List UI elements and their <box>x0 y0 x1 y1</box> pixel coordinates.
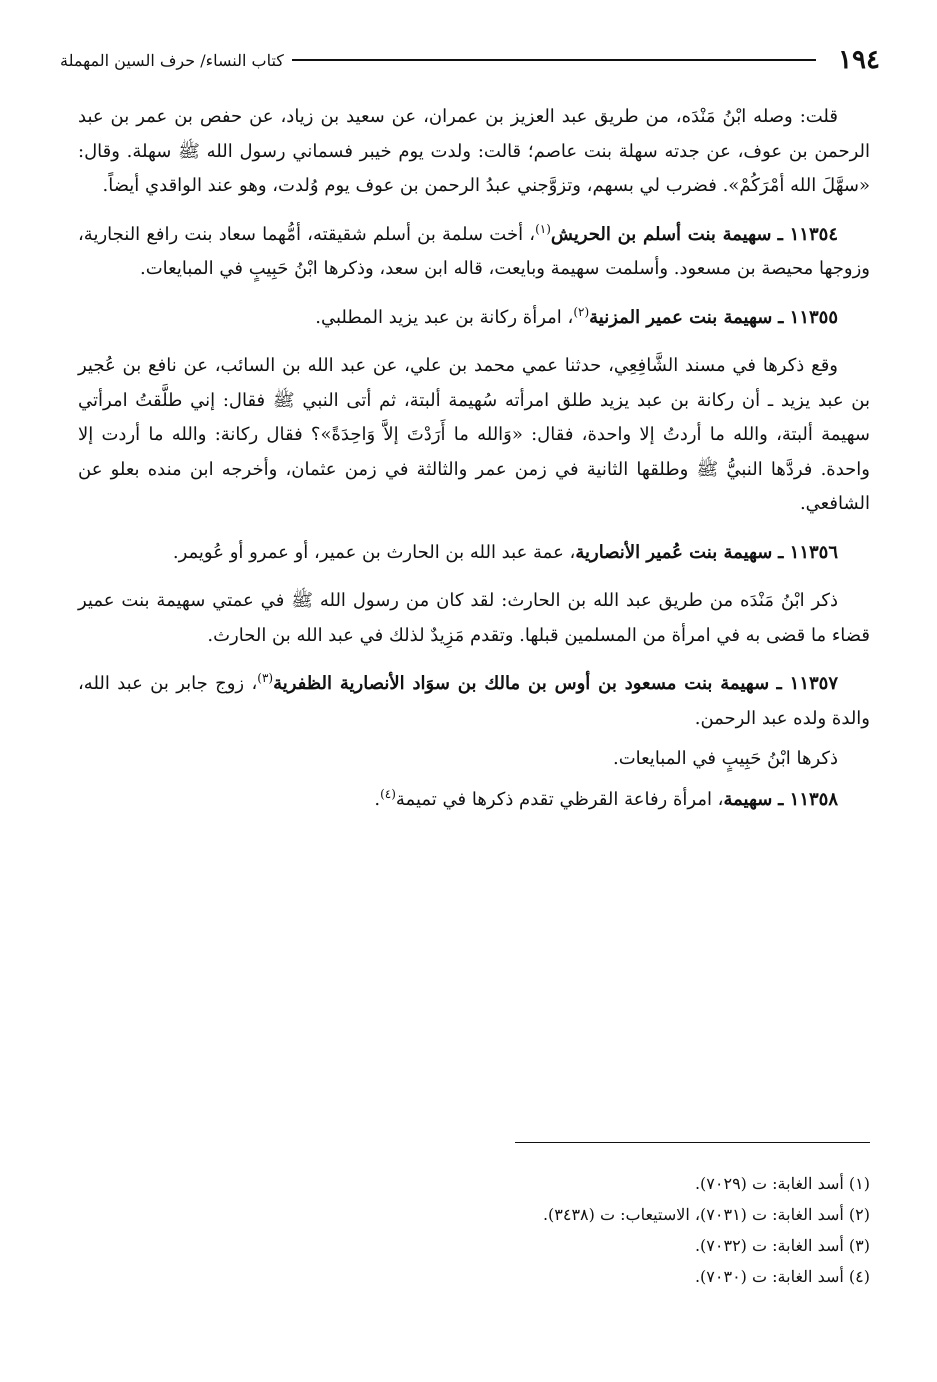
entry-number: ١١٣٥٥ ـ <box>778 306 838 328</box>
paragraph <box>78 742 870 777</box>
entry-paragraph <box>78 301 870 336</box>
entry-name: سهيمة بنت عُمير الأنصارية <box>575 541 773 563</box>
entry-paragraph <box>78 667 870 736</box>
header-rule <box>292 59 816 61</box>
entry-text: ، عمة عبد الله بن الحارث بن عمير، أو عمرو أو عُويمر. <box>172 541 576 563</box>
main-text <box>78 100 870 831</box>
footnote-reference: (١) <box>535 221 551 236</box>
entry-number: ١١٣٥٤ ـ <box>777 223 838 245</box>
entry-name: سهيمة بنت مسعود بن أوس بن مالك بن سوَاد الأنصارية الظفرية <box>273 673 770 694</box>
paragraph <box>78 100 870 204</box>
footnotes <box>78 1168 870 1292</box>
paragraph-text: قلت: وصله ابْنُ مَنْدَه، من طريق عبد العزيز بن عمران، عن سعيد بن زياد، عن حفص بن عمر بن عبد الرحمن بن عوف، عن جدته سهلة بنت عاصم؛ قالت: ولدت يوم خيبر فسماني رسول الله ﷺ سهلة. وقال: «سهَّلَ الله أمْرَكُمْ». فضرب لي بسهم، وتزوَّجني عبدُ الرحمن بن عوف يوم وُلدت، وهو عند الواقدي أيضاً. <box>78 106 870 196</box>
running-title: كتاب النساء/ حرف السين المهملة <box>60 50 284 70</box>
paragraph <box>78 584 870 653</box>
footnote-reference: (٣) <box>257 671 274 685</box>
footnote: (٤) أسد الغابة: ت (٧٠٣٠). <box>694 1267 870 1286</box>
paragraph-text: وقع ذكرها في مسند الشَّافِعِي، حدثنا عمي محمد بن علي، عن عبد الله بن السائب، عن نافع بن عُجير بن عبد يزيد ـ أن ركانة بن عبد يزيد طلق امرأته سُهيمة ألبتة، ثم أتى النبي ﷺ فقال: إني طلَّقتُ امرأتي سهيمة ألبتة، والله ما أردتُ إلا واحدة، فقال: «وَالله ما أَرَدْتَ إلاَّ وَاحِدَةً»؟ فقال ركانة: والله ما أردت إلا واحدة. فردَّها النبيُّ ﷺ وطلقها الثانية في زمن عمر والثالثة في زمن عثمان، وأخرجه ابن منده بعلو عن الشافعي. <box>78 355 870 514</box>
entry-tail: . <box>374 788 381 810</box>
entry-paragraph <box>78 783 870 818</box>
paragraph <box>78 349 870 522</box>
footnote-reference: (٢) <box>573 304 590 319</box>
paragraph-text: ذكرها ابْنُ حَبِيبٍ في المبايعات. <box>612 748 838 769</box>
entry-number: ١١٣٥٨ ـ <box>778 788 838 810</box>
entry-name: سهيمة بنت أسلم بن الحريش <box>550 223 772 245</box>
entry-paragraph <box>78 536 870 571</box>
paragraph-text: ذكر ابْنُ مَنْدَه من طريق عبد الله بن الحارث: لقد كان من رسول الله ﷺ في عمتي سهيمة بنت عمير قضاء ما قضى به في امرأة من المسلمين قبلها. وتقدم مَزِيدٌ لذلك في عبد الله بن الحارث. <box>78 590 870 646</box>
footnote-separator <box>515 1142 870 1143</box>
entry-name: سهيمة بنت عمير المزنية <box>589 306 773 328</box>
entry-text: ، امرأة رفاعة القرظي تقدم ذكرها في تميمة <box>395 788 724 810</box>
footnote: (٢) أسد الغابة: ت (٧٠٣١)، الاستيعاب: ت (٣٤٣٨). <box>542 1205 870 1224</box>
page-number: ١٩٤ <box>838 45 880 75</box>
entry-text: ، زوج جابر بن عبد الله، والدة ولده عبد الرحمن. <box>78 673 870 729</box>
entry-text: ، امرأة ركانة بن عبد يزيد المطلبي. <box>315 306 574 328</box>
footnote: (١) أسد الغابة: ت (٧٠٢٩). <box>694 1174 870 1193</box>
footnote: (٣) أسد الغابة: ت (٧٠٣٢). <box>694 1236 870 1255</box>
entry-number: ١١٣٥٧ ـ <box>776 673 838 694</box>
footnote-reference: (٤) <box>380 786 396 801</box>
entry-paragraph <box>78 218 870 287</box>
entry-name: سهيمة <box>723 788 773 810</box>
entry-text: ، أخت سلمة بن أسلم شقيقته، أمُّهما سعاد بنت رافع النجارية، وزوجها محيصة بن مسعود. وأسلمت سهيمة وبايعت، قاله ابن سعد، وذكرها ابْنُ حَبِيبٍ في المبايعات. <box>78 223 870 279</box>
page-header <box>60 40 880 80</box>
entry-number: ١١٣٥٦ ـ <box>778 541 838 563</box>
